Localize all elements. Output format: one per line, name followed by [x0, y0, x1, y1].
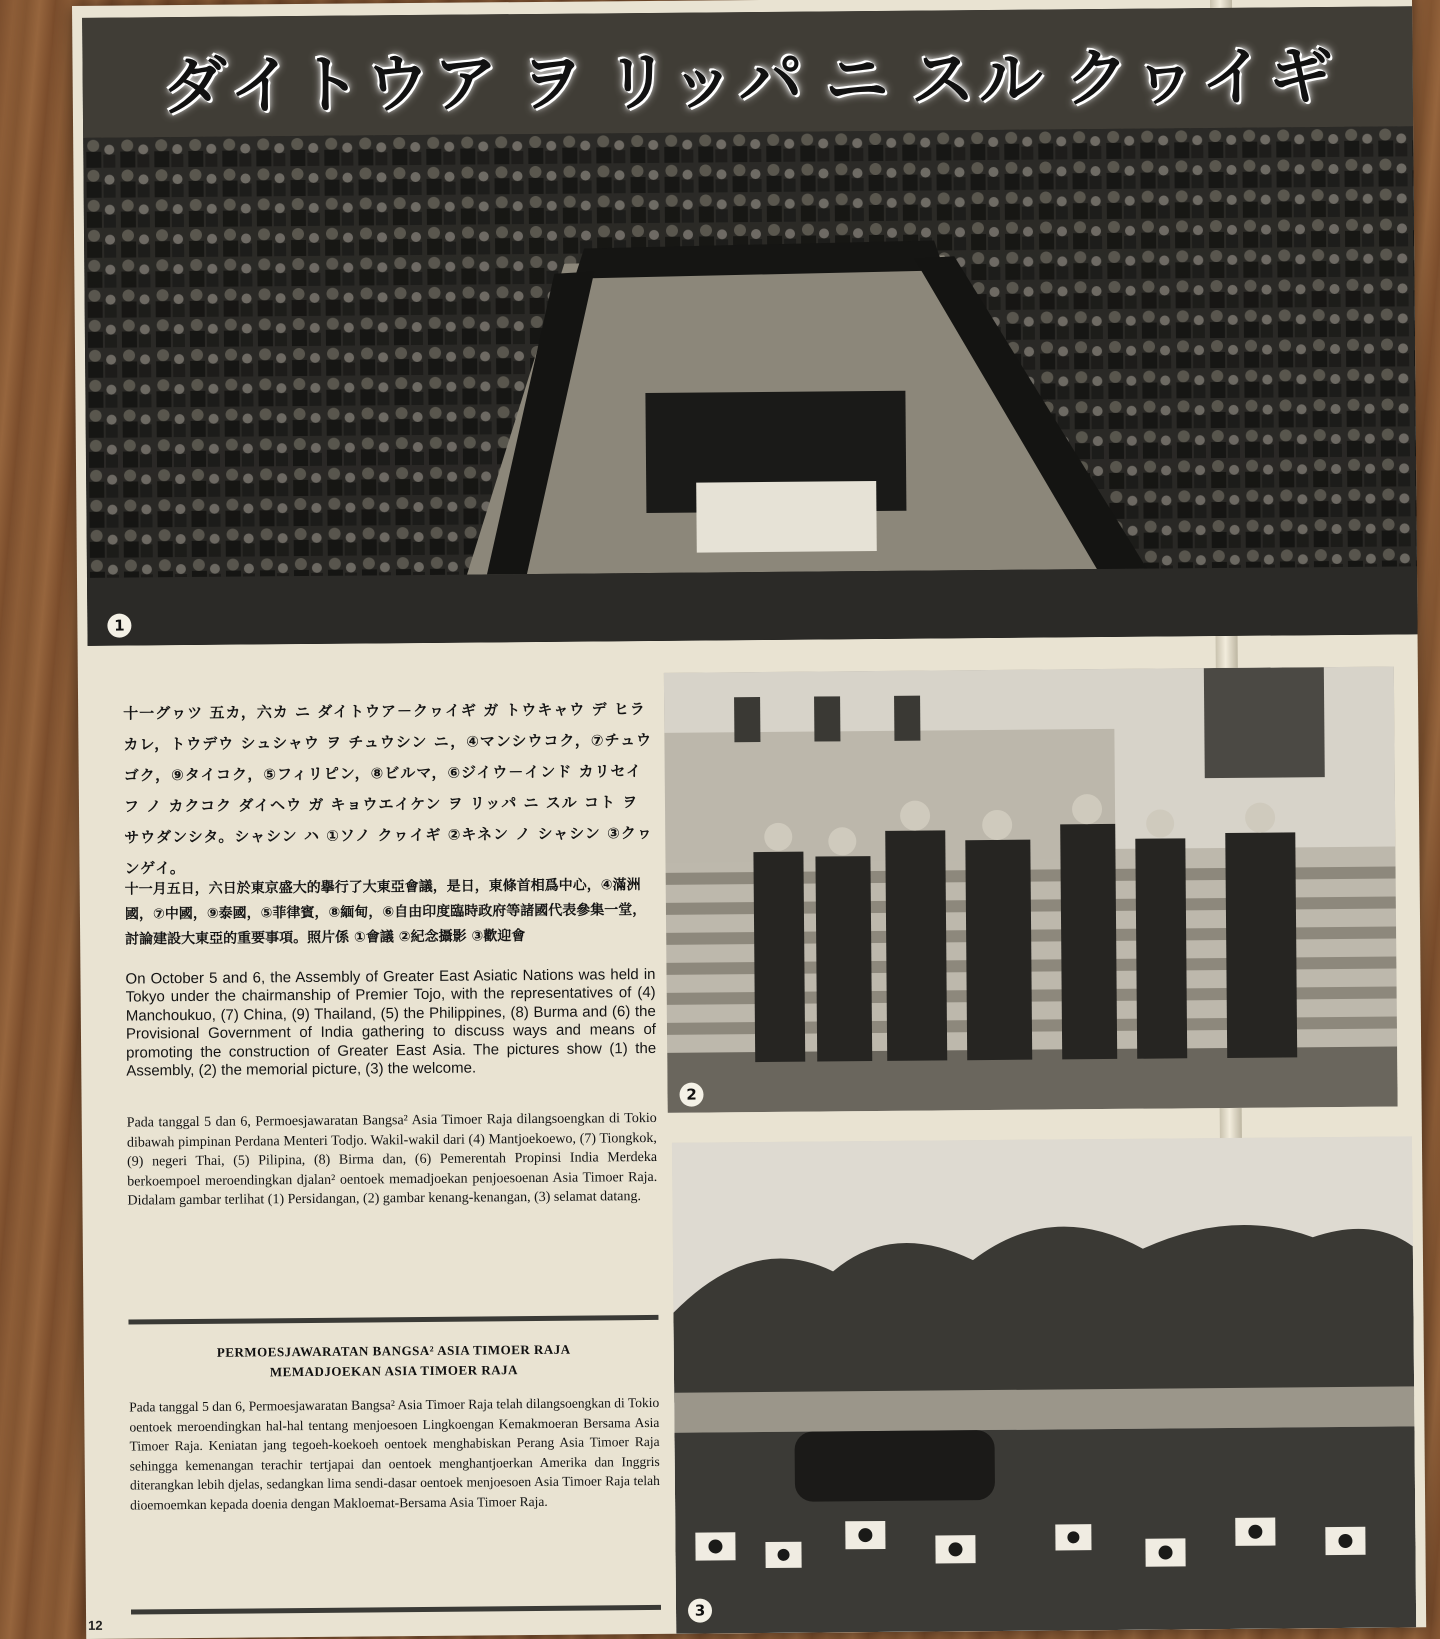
caption-english: On October 5 and 6, the Assembly of Greater East Asiatic Nations was held in Tokyo under the chairmanship of Premier Tojo, with the representatives of (4) Manchoukuo, (7) China, (9) Thailand, (5) the Philippines, (8) Burma and (6) the Provisional Government of India gathering to discuss ways and means of promoting the construction of Greater East Asia. The pictures show (1) the Assembly, (2) the memorial picture, (3) the welcome.	[125, 965, 657, 1080]
page-number: 12	[88, 1617, 103, 1633]
headline-word: クヮイギ	[1064, 39, 1338, 117]
headline-word: リッパ	[605, 44, 808, 121]
article-bottom-rule	[131, 1605, 661, 1615]
caption-japanese-kana: 十一グヮツ 五カ，六カ ニ ダイトウア－クヮイギ ガ トウキャウ デ ヒラカレ，トウデウ シュシャウ ヲ チュウシン ニ，④マンシウコク，⑦チュウゴク，⑨タイコク，⑤フィリピン，⑧ビルマ，⑥ジイウ－インド カリセイフ ノ カクコク ダイヘウ ガ キョウエイケン ヲ リッパ ニ スル コト ヲ サウダンシタ。シャシン ハ ①ソノ クヮイギ ②キネン ノ シャシン ③クヮンゲイ。	[123, 700, 653, 878]
photo-memorial	[664, 666, 1398, 1112]
article-top-rule	[128, 1315, 658, 1325]
photo-welcome	[672, 1136, 1416, 1633]
article-title-line: MEMADJOEKAN ASIA TIMOER RAJA	[269, 1362, 519, 1380]
article-body: Pada tanggal 5 dan 6, Permoesjawaratan Bangsa² Asia Timoer Raja telah dilangsoengkan di Tokio oentoek meroendingkan hal-hal tentang menjoesoen Lingkoengan Kemakmoeran Bersama Asia Timoer Raja. Keniatan jang tegoeh-koekoeh oentoek menghabiskan Perang Asia Timoer Raja sehingga kemenangan terachir tertjapai dan oentoek menghantjoerkan Amerika dan Inggris diterangkan lebih djelas, sedangkan lima sendi-dasar oentoek menjoesoen Asia Timoer Raja telah dioemoemkan kepada doenia dengan Makloemat-Bersama Asia Timoer Raja.	[129, 1394, 660, 1513]
headline	[162, 25, 1337, 127]
caption-indonesian: Pada tanggal 5 dan 6, Permoesjawaratan Bangsa² Asia Timoer Raja dilangsoengkan di Tokio dibawah pimpinan Perdana Menteri Todjo. Wakil-wakil dari (4) Mantjoekoewo, (7) Tiongkok, (9) negeri Thai, (5) Pilipina, (8) Birma dan, (6) Pemerentah Propinsi India Merdeka berkoempoel meroendingkan djalan² oentoek memadjoekan penjoesoenan Asia Timoer Raja. Didalam gambar terlihat (1) Persidangan, (2) gambar kenang-kenangan, (3) selamat datang.	[126, 1110, 658, 1209]
article-title	[129, 1339, 659, 1384]
headline-word: ニ	[824, 43, 894, 119]
article-title-line: PERMOESJAWARATAN BANGSA² ASIA TIMOER RAJA	[216, 1341, 571, 1360]
headline-word: ヲ	[519, 46, 588, 122]
magazine-page	[72, 0, 1426, 1639]
photo-number-badge: 3	[688, 1598, 712, 1622]
photo-number-badge: 2	[679, 1083, 703, 1107]
headline-word: ダイトウア	[162, 47, 502, 125]
headline-word: スル	[910, 42, 1048, 118]
photo-number-badge: 1	[107, 614, 131, 638]
caption-chinese: 十一月五日，六日於東京盛大的擧行了大東亞會議，是日，東條首相爲中心，④滿洲國，⑦中國，⑨泰國，⑤菲律賓，⑧緬甸，⑥自由印度臨時政府等諸國代表參集一堂，討論建設大東亞的重要事項。照片係 ①會議 ②紀念攝影 ③歡迎會	[124, 877, 647, 948]
